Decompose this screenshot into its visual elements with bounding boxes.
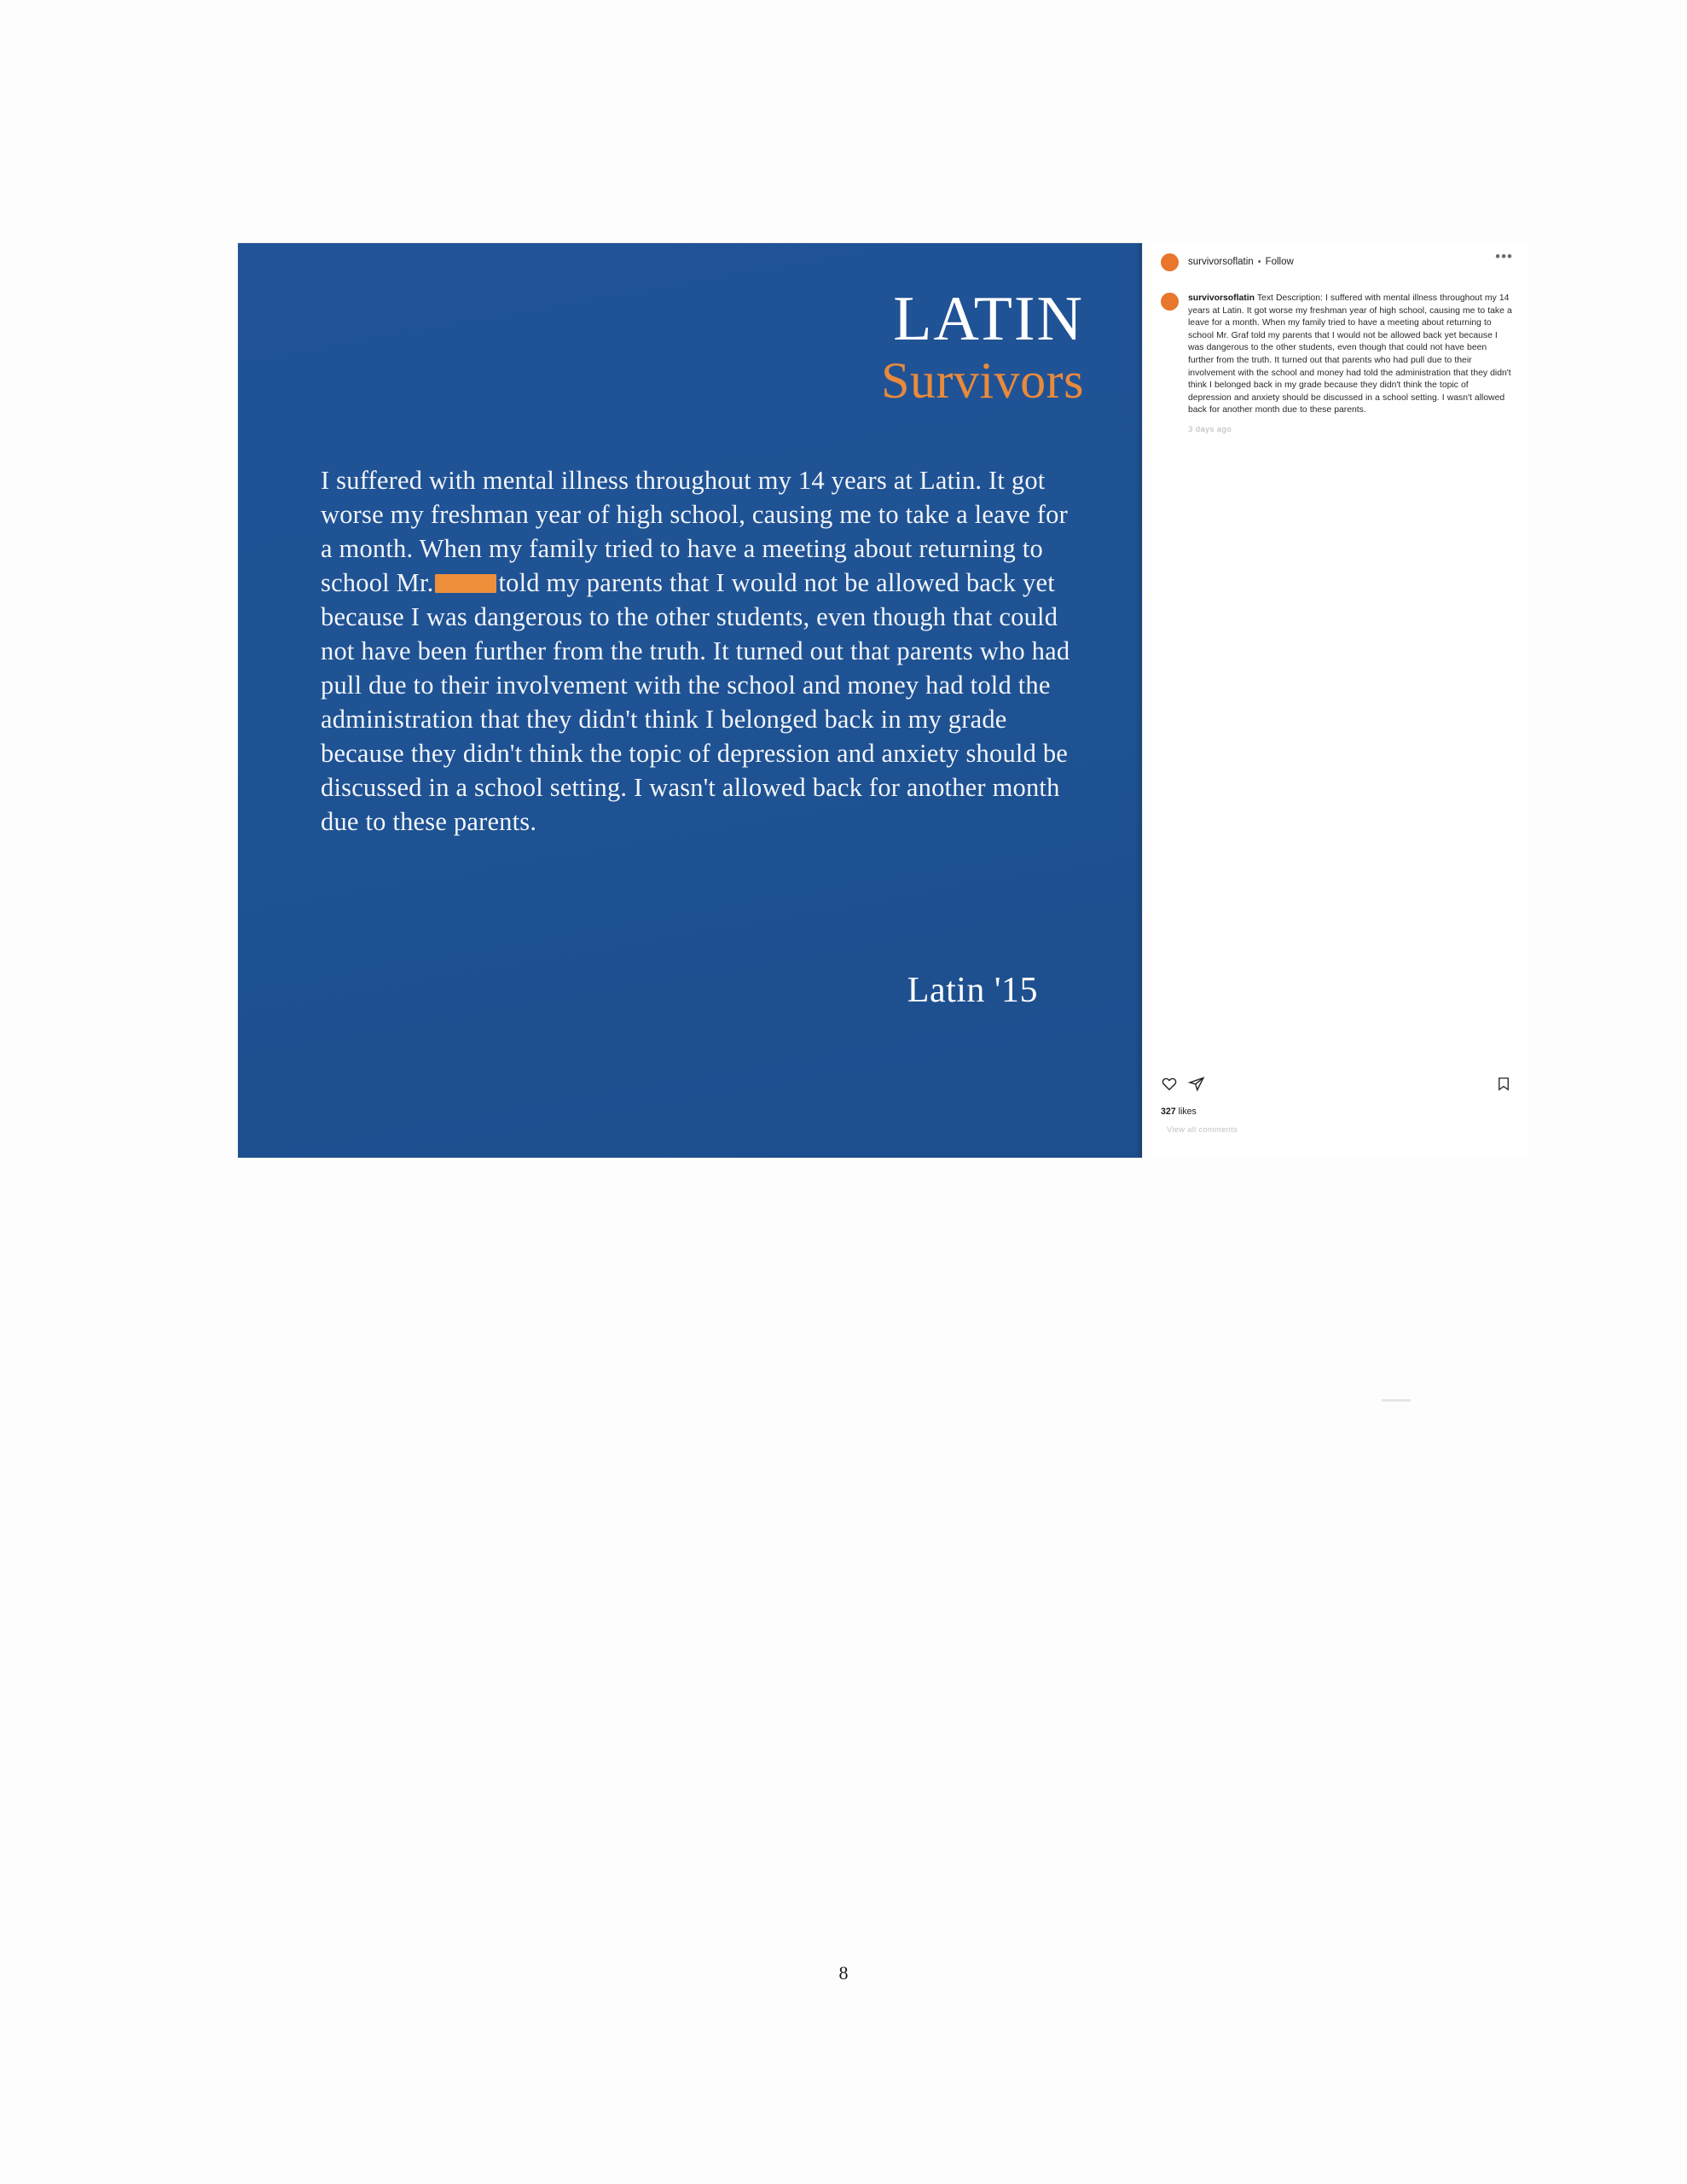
- caption-timestamp: 3 days ago: [1188, 424, 1232, 434]
- caption-avatar[interactable]: [1161, 293, 1179, 311]
- share-icon[interactable]: [1188, 1076, 1205, 1096]
- action-bar: [1161, 1076, 1523, 1096]
- more-options-icon[interactable]: •••: [1495, 248, 1513, 264]
- post-signature: Latin '15: [907, 971, 1038, 1010]
- avatar[interactable]: [1161, 253, 1179, 271]
- likes-count: [1161, 1107, 1197, 1117]
- page-number: 8: [838, 1962, 849, 1984]
- bookmark-icon[interactable]: [1496, 1076, 1511, 1096]
- caption-body: Text Description: I suffered with mental illness throughout my 14 years at Latin. It got worse my freshman year of high school, causing me to take a leave for a month. When my family tried to have a meeting about returning to school Mr. Graf told my parents that I would not be allowed back yet because I was dangerous to the other students, even though that could not have been further from the truth. It turned out that parents who had pull due to their involvement with the school and money had told the administration that they didn't think I belonged back in my grade because they didn't think the topic of depression and anxiety should be discussed in a school setting. I wasn't allowed back for another month due to these parents.: [1188, 293, 1512, 415]
- heart-icon[interactable]: [1161, 1076, 1178, 1096]
- scan-artifact: [1382, 1399, 1411, 1402]
- account-username[interactable]: survivorsoflatin: [1188, 257, 1254, 267]
- caption-text: [1188, 293, 1514, 417]
- post-body-part-2: told my parents that I would not be allowed back yet because I was dangerous to the other students, even though that could not have been further from the truth. It turned out that parents who had pull due to their involvement with the school and money had told the administration that they didn't think I belonged back in my grade because they didn't think the topic of depression and anxiety should be discussed in a school setting. I wasn't allowed back for another month due to these parents.: [321, 568, 1070, 836]
- post-graphic: [238, 243, 1142, 1158]
- post-body: [321, 463, 1071, 839]
- instagram-post-panel: [1153, 243, 1528, 1158]
- view-comments-link[interactable]: View all comments: [1167, 1124, 1238, 1134]
- instagram-header: [1161, 251, 1528, 273]
- separator-dot: •: [1257, 257, 1261, 267]
- post-title-main: LATIN: [893, 284, 1084, 354]
- post-title-block: [881, 284, 1084, 409]
- post-body-part-1: I suffered with mental illness throughout my 14 years at Latin. It got worse my freshman year of high school, causing me to take a leave for a month. When my family tried to have a meeting about returning to school Mr.: [321, 466, 1068, 597]
- likes-label: likes: [1178, 1107, 1197, 1117]
- follow-button[interactable]: Follow: [1265, 257, 1294, 267]
- caption-row: [1161, 293, 1523, 434]
- redaction-bar: [435, 574, 496, 593]
- caption-username[interactable]: survivorsoflatin: [1188, 293, 1255, 303]
- likes-number: 327: [1161, 1107, 1176, 1117]
- post-title-sub: Survivors: [881, 352, 1084, 409]
